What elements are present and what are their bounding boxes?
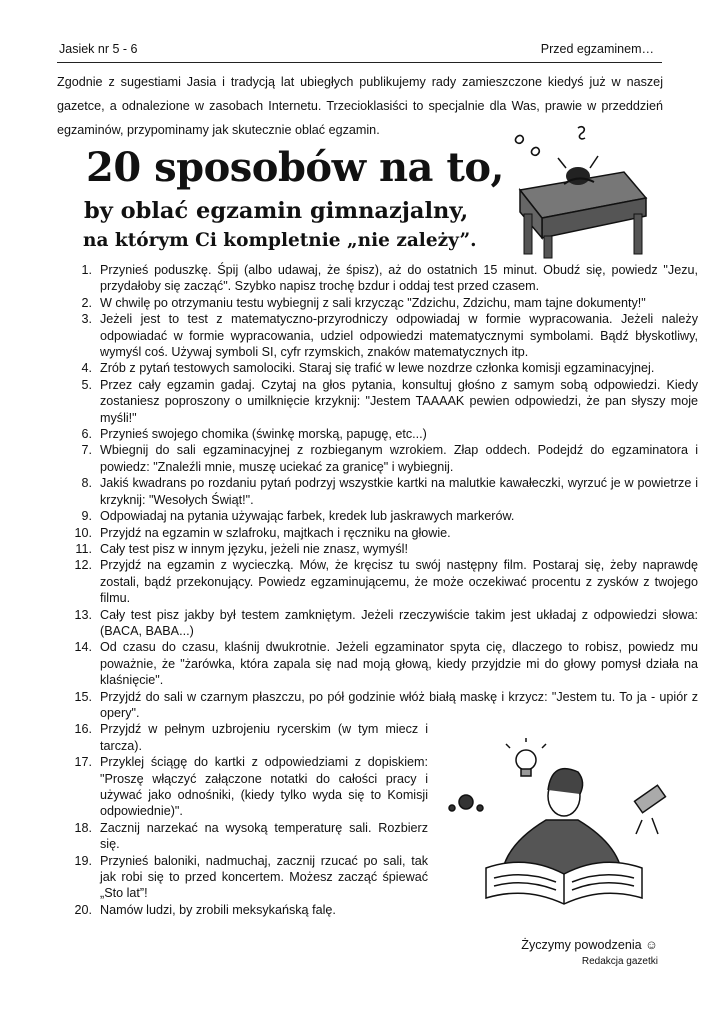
list-item: 12. Przyjdź na egzamin z wycieczką. Mów, że kręcisz tu swój następny film. Postaraj się, żeby naprawdę zostali, bądź przekonujący. Powiedz egzaminującemu, że może oczekiwać procentu z zysków z twojego filmu. [74, 558, 698, 606]
closing-wish: Życzymy powodzenia ☺ [521, 938, 658, 952]
sleeping-student-illustration [506, 120, 656, 260]
list-item: 1. Przynieś poduszkę. Śpij (albo udawaj, że śpisz), aż do ostatnich 15 minut. Obudź się, powiedz "Jezu, przydałoby się zacząć". Szybko napisz trochę bzdur i oddaj test przed czasem. [81, 263, 698, 294]
list-item: 20. Namów ludzi, by zrobili meksykańską falę. [74, 902, 336, 917]
intro-paragraph: Zgodnie z sugestiami Jasia i tradycją lat ubiegłych publikujemy rady zamieszczone kiedyś już w naszej gazetce, a odnalezione w zasobach Internetu. Trzecioklasiści to specjalnie dla Was, prawie w przeddzień egzaminów, przypominamy jak skutecznie oblać egzamin. [57, 75, 663, 137]
list-item: 8. Jakiś kwadrans po rozdaniu pytań podrzyj wszystkie kartki na malutkie kawałeczki, wyrzuć je w powietrze i krzyknij: "Wesołych Świąt!". [81, 476, 698, 507]
page-subtitle: by oblać egzamin gimnazjalny, [84, 198, 469, 224]
page-title: 20 sposobów na to, [86, 144, 504, 191]
list-item: 7. Wbiegnij do sali egzaminacyjnej z rozbieganym wzrokiem. Złap oddech. Podejdź do egzaminatora i powiedz: "Znaleźli mnie, muszę uciekać za granicę" i wybiegnij. [81, 443, 698, 474]
editorial-signature: Redakcja gazetki [581, 956, 658, 967]
list-item: 6. Przynieś swojego chomika (świnkę morską, papugę, etc...) [81, 427, 427, 442]
list-item: 10. Przyjdź na egzamin w szlafroku, majtkach i ręczniku na głowie. [74, 525, 451, 540]
list-item: 19. Przynieś baloniki, nadmuchaj, zacznij rzucać po sali, tak jak robi się to przed koncertem. Możesz zacząć śpiewać „Sto lat”! [74, 853, 428, 901]
list-item: 18. Zacznij narzekać na wysoką temperaturę sali. Rozbierz się. [74, 820, 428, 852]
list-item: 2. W chwilę po otrzymaniu testu wybiegnij z sali krzycząc "Zdzichu, Zdzichu, mam tajne dokumenty!" [81, 295, 646, 310]
list-item: 14. Od czasu do czasu, klaśnij dwukrotnie. Jeżeli egzaminator spyta cię, dlaczego to robisz, powiedz mu poważnie, że "żarówka, która zapala się nad moją głową, kiedy przyjdzie mi do głowy pomysł działa na klaśnięcie". [74, 640, 698, 688]
list-item: 15. Przyjdź do sali w czarnym płaszczu, po pół godzinie włóż białą maskę i krzycz: "Jestem tu. To ja - upiór z opery". [74, 689, 698, 720]
list-item: 3. Jeżeli jest to test z matematyczno-przyrodniczy odpowiadaj w formie wypracowania. Jeżeli należy odpowiadać w formie wypracowania, udziel odpowiedzi matematycznymi symbolami. Bądź błyskotliwy, wymyśl coś. Używaj symboli SI, cyfr rzymskich, znaków matematycznych itp. [81, 312, 698, 360]
list-item: 13. Cały test pisz jakby był testem zamkniętym. Jeżeli rzeczywiście takim jest układaj z odpowiedzi słowa: (BACA, BABA...) [74, 607, 698, 638]
list-item: 11. Cały test pisz w innym języku, jeżeli nie znasz, wymyśl! [75, 541, 408, 556]
list-item: 9. Odpowiadaj na pytania używając farbek, kredek lub jaskrawych markerów. [81, 509, 515, 524]
list-item: 16. Przyjdź w pełnym uzbrojeniu rycerskim (w tym miecz i tarcza). [74, 722, 428, 753]
list-item: 5. Przez cały egzamin gadaj. Czytaj na głos pytania, konsultuj głośno z samym sobą odpowiedzi. Kiedy zostaniesz poproszony o umilknięcie krzyknij: "Jestem TAAAAK pewien odpowiedzi, że pan słyszy moje myśli!" [81, 377, 698, 425]
reading-student-illustration [436, 738, 686, 910]
header-issue: Jasiek nr 5 - 6 [59, 42, 138, 56]
list-item: 4. Zrób z pytań testowych samolociki. Staraj się trafić w lewe nozdrze członka komisji egzaminacyjnej. [81, 361, 655, 376]
header-section: Przed egzaminem… [540, 42, 654, 56]
header-divider [57, 62, 662, 63]
page-subtitle-2: na którym Ci kompletnie „nie zależy”. [83, 230, 477, 251]
list-item: 17. Przyklej ściągę do kartki z odpowiedziami z dopiskiem: "Proszę włączyć załączone notatki do całości pracy i używać jako odnośniki, (kiedy tylko wyda się to Komisji odpowiednie)". [74, 755, 428, 819]
